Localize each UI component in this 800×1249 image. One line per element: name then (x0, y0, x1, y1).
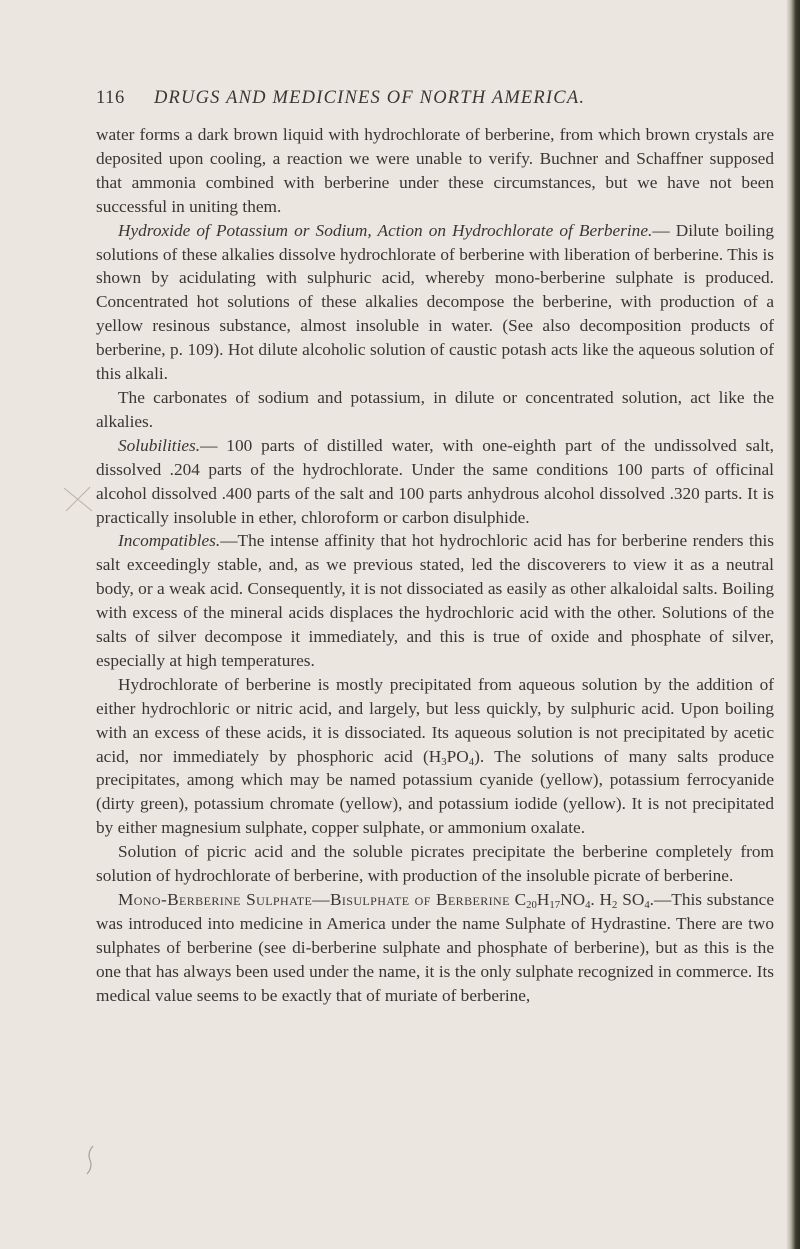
formula-subscript: 4 (644, 899, 650, 912)
page-number: 116 (96, 88, 125, 108)
page-edge-shadow (786, 0, 800, 1249)
paragraph-precipitation-text-a: Hydrochlorate of berberine is mostly precipitated from aqueous solution by the addition of either hydrochloric or nitric acid, and largely, but less quickly, by sulphuric acid. Upon boiling with an excess of these acids, it is dissociated. Its aqueous solution is not precipitated by acetic acid, nor immediately by phosphoric acid (H (96, 674, 774, 766)
paragraph-carbonates (96, 386, 774, 434)
formula-part: . H (590, 890, 613, 909)
pencil-mark (62, 485, 94, 513)
paragraph-carbonates-text: The carbonates of sodium and potassium, in dilute or concentrated solution, act like the alkalies. (96, 387, 774, 431)
paragraph-precipitation-text-b: PO (446, 746, 469, 766)
section-heading-hydroxide: Hydroxide of Potassium or Sodium, Action on Hydrochlorate of Berberine. (118, 220, 653, 240)
paragraph-mono-berberine-sulphate (96, 888, 774, 1008)
paragraph-solubilities-text: — 100 parts of distilled water, with one-eighth part of the undissolved salt, dissolved .204 parts of the hydrochlorate. Under the same conditions 100 parts of officinal alcohol dissolved .400 parts of the salt and 100 parts anhydrous alcohol dissolved .320 parts. It is practically insoluble in ether, chloroform or carbon disulphide. (96, 435, 774, 527)
paragraph-ammonia (96, 123, 774, 219)
paragraph-hydroxide-text: — Dilute boiling solutions of these alkalies dissolve hydrochlorate of berberine with liberation of berberine. This is shown by acidulating with sulphuric acid, whereby mono-berberine sulphate is produced. Concentrated hot solutions of these alkalies decompose the berberine, with production of a yellow resinous substance, almost insoluble in water. (See also decomposition products of berberine, p. 109). Hot dilute alcoholic solution of caustic potash acts like the aqueous solution of this alkali. (96, 220, 774, 384)
paragraph-hydroxide (96, 219, 774, 386)
formula-part: NO (560, 890, 586, 909)
paragraph-solubilities (96, 434, 774, 530)
paragraph-incompatibles (96, 529, 774, 672)
pencil-mark-bracket (85, 1145, 95, 1175)
paragraph-precipitation-text-c: ). The solutions of many salts produce precipitates, among which may be named potassium cyanide (yellow), potassium ferrocyanide (dirty green), potassium chromate (yellow), and potassium iodide (yellow). It is not precipitated by either magnesium sulphate, copper sulphate, or ammonium oxalate. (96, 746, 774, 838)
chemical-formula (514, 890, 650, 912)
formula-part: C (514, 890, 527, 909)
formula-subscript: 3 (441, 755, 447, 768)
book-page (96, 88, 774, 1008)
paragraph-precipitation (96, 673, 774, 840)
body-text (96, 123, 774, 1008)
running-head (96, 88, 774, 109)
formula-subscript: 4 (585, 899, 591, 912)
paragraph-picric-text: Solution of picric acid and the soluble picrates precipitate the berberine completely from solution of hydrochlorate of berberine, with production of the insoluble picrate of berberine. (96, 842, 774, 886)
formula-subscript: 20 (526, 899, 537, 912)
section-heading-solubilities: Solubilities. (118, 435, 201, 455)
paragraph-picric (96, 840, 774, 888)
formula-subscript: 17 (549, 899, 561, 912)
paragraph-ammonia-text: water forms a dark brown liquid with hydrochlorate of berberine, from which brown crystals are deposited upon cooling, a reaction we were unable to verify. Buchner and Schaffner supposed that ammonia combined with berberine under these circumstances, but we have not been successful in uniting them. (96, 125, 774, 216)
section-heading-mono-berberine-sulphate: Mono-Berberine Sulphate—Bisulphate of Berberine (118, 890, 510, 909)
running-title: DRUGS AND MEDICINES OF NORTH AMERICA. (154, 88, 586, 108)
paragraph-incompatibles-text: —The intense affinity that hot hydrochloric acid has for berberine renders this salt exceedingly stable, and, as we previous stated, led the discoverers to view it as a neutral body, or a weak acid. Consequently, it is not dissociated as easily as other alkaloidal salts. Boiling with excess of the mineral acids displaces the hydrochloric acid with the other. Solutions of the salts of silver decompose it immediately, and this is true of oxide and phosphate of silver, especially at high temperatures. (96, 531, 774, 670)
formula-subscript: 4 (468, 755, 475, 768)
formula-part: SO (622, 890, 645, 909)
paragraph-mono-berberine-sulphate-text: .—This substance was introduced into medicine in America under the name Sulphate of Hydrastine. There are two sulphates of berberine (see di-berberine sulphate and phosphate of berberine), but as this is the one that has always been used under the name, it is the only sulphate recognized in commerce. Its medical value seems to be exactly that of muriate of berberine, (96, 890, 774, 1005)
section-heading-incompatibles: Incompatibles. (118, 531, 221, 551)
formula-part: H (536, 890, 550, 909)
formula-subscript: 2 (612, 899, 618, 912)
